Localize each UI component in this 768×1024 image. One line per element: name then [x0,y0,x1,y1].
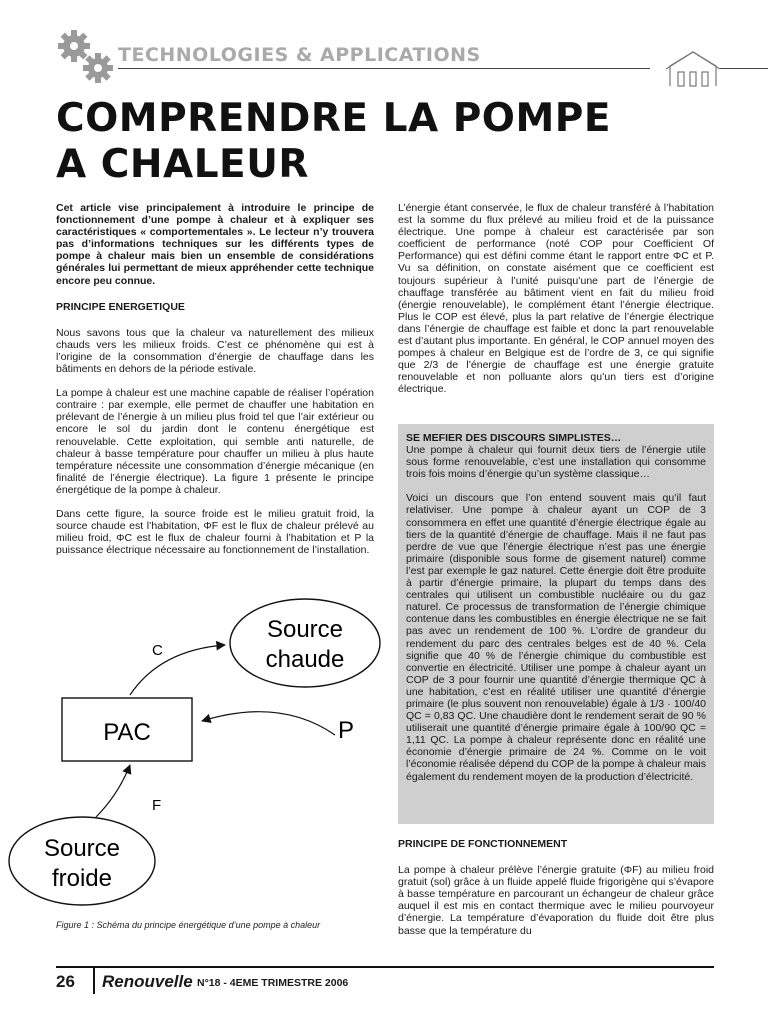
sidebar-box [398,424,714,824]
hot-source-ellipse [230,599,380,687]
header-rule-right [720,68,768,69]
magazine-brand: Renouvelle [102,972,193,991]
issue-label: N°18 - 4EME TRIMESTRE 2006 [197,977,349,989]
energy-diagram [0,585,390,915]
heading-principe-energetique: PRINCIPE ENERGETIQUE [56,300,185,313]
label-f: F [152,797,162,814]
footer-rule [56,966,714,968]
label-c: C [152,642,163,659]
title-line-2: A CHALEUR [56,142,309,187]
cold-source-label-2: froide [51,865,113,892]
heading-principe-fonctionnement: PRINCIPE DE FONCTIONNEMENT [398,838,568,850]
page-number: 26 [56,972,75,991]
cold-source-label-1: Source [43,835,121,862]
hot-source-label-1: Source [266,616,344,643]
arrow-c [130,645,225,695]
figure-caption: Figure 1 : Schéma du principe énergétique d’une pompe à chaleur [56,920,321,930]
article-title [56,96,611,188]
pac-label: PAC [103,719,151,746]
box-body: Voici un discours que l’on entend souvent mais qu’il faut relativiser. Une pompe à chaleur ayant un COP de 3 consommera en effet une quantité d’énergie électrique égale au tiers de la quantité d’énergie de chauffage. Mais il ne faut pas perdre de vue que l’énergie électrique n’est pas une énergie primaire (disponible sous forme de gisement naturel) comme l’est par exemple le gaz naturel. Cette énergie doit être produite à partir d’énergie primaire, la plupart du temps dans des centrales qui utilisent un combustible nucléaire ou du gaz naturel. Ce processus de transformation de l’énergie chimique contenue dans les combustibles en énergie électrique ne se fait pas avec un rendement de 100 %. L’ordre de grandeur du rendement du parc des centrales belges est de 40 %. Cela signifie que 40 % de l’énergie chimique du combustible est convertie en électricité. Utiliser une pompe à chaleur ayant un COP de 3 pour fournir une quantité d’énergie thermique QC à une habitation, c’est en réalité utiliser une quantité d’énergie primaire (le plus souvent non renouvelable) égale à 1/3 · 100/40 QC = 0,83 QC. Une chaudière dont le rendement serait de 90 % utiliserait une quantité d’énergie primaire égale à 100/90 QC = 1,11 QC. La pompe à chaleur représente donc en réalité une économie d’énergie primaire de 24 %. Comme on le voit l’économie réalisée dépend du COP de la pompe à chaleur mais également du rendement moyen de la production d’électricité. [406,492,706,783]
box-title: SE MEFIER DES DISCOURS SIMPLISTES… [406,432,622,444]
hot-source-label-2: chaude [265,646,345,673]
paragraph: Nous savons tous que la chaleur va naturellement des milieux chauds vers les milieux froids. C’est ce phénomène qui est à l’origine de la consommation d’énergie de chauffage dans les bâtiments en dehors de la période estivale. [56,326,374,376]
header-rule [118,68,650,69]
box-lead: Une pompe à chaleur qui fournit deux tiers de l’énergie utile sous forme renouvelable, c’est une installation qui consomme trois fois moins d’énergie qu’un système classique… [406,444,706,481]
house-outline-icon [664,48,722,88]
title-line-1: COMPRENDRE LA POMPE [56,96,611,141]
arrow-p [202,712,335,735]
footer-separator [93,966,95,994]
intro-paragraph: Cet article vise principalement à introduire le principe de fonctionnement d’une pompe à chaleur et à expliquer ses caractéristiques « comportementales ». Le lecteur n’y trouvera pas d’informations techniques sur les différents types de pompe à chaleur mais bien un ensemble de considérations générales lui permettant de mieux appréhender cette technique encore peu connue. [56,202,374,287]
paragraph: La pompe à chaleur est une machine capable de réaliser l’opération contraire : par exemple, elle permet de chauffer une habitation en prélevant de l’énergie à un milieu plus froid tel que l’air extérieur ou encore le sol du jardin dont le contenu énergétique est renouvelable. Cette exploitation, qui semble anti naturelle, de chaleur à basse température pour chauffer un milieu à plus haute température nécessite une consommation d’énergie mécanique (en finalité de l’énergie électrique). La figure 1 présente le principe énergétique de la pompe à chaleur. [56,387,374,496]
paragraph: Dans cette figure, la source froide est le milieu gratuit froid, la source chaude est l’habitation, ΦF est le flux de chaleur prélevé au milieu froid, ΦC est le flux de chaleur fourni à l’habitation et P la puissance électrique nécessaire au fonctionnement de l’installation. [56,507,374,557]
arrow-f [96,765,130,817]
paragraph: L’énergie étant conservée, le flux de chaleur transféré à l’habitation est la somme du flux prélevé au milieu froid et de la puissance électrique. Une pompe à chaleur est caractérisée par son coefficient de performance (noté COP pour Coefficient Of Performance) qui est défini comme étant le rapport entre ΦC et P. Vu sa définition, on constate aisément que ce coefficient est toujours supérieur à l’unité puisqu’une part de l’énergie de chauffage transférée au bâtiment vient en fait du milieu froid (énergie renouvelable), le complément étant l’énergie électrique. Plus le COP est élevé, plus la part relative de l’énergie électrique dans l’énergie de chauffage est faible et donc la part renouvelable est d’autant plus importante. En général, le COP annuel moyen des pompes à chaleur en Belgique est de l’ordre de 3, ce qui signifie que 2/3 de l’énergie de chauffage est une énergie gratuite renouvelable et non polluante alors qu’un tiers est d’origine électrique. [398,202,714,396]
section-label: TECHNOLOGIES & APPLICATIONS [118,44,481,66]
right-column-bottom [398,838,714,949]
paragraph: La pompe à chaleur prélève l’énergie gratuite (ΦF) au milieu froid gratuit (sol) grâce à un fluide appelé fluide frigorigène qui s’évapore à basse température en parcourant un échangeur de chaleur grâce auquel il est mis en contact thermique avec le milieu pourvoyeur d’énergie. La température d’évaporation du fluide doit être plus basse que la température du [398,864,714,937]
gears-icon [52,26,122,90]
left-column [56,202,374,568]
label-p: P [338,717,355,744]
right-column [398,202,714,408]
